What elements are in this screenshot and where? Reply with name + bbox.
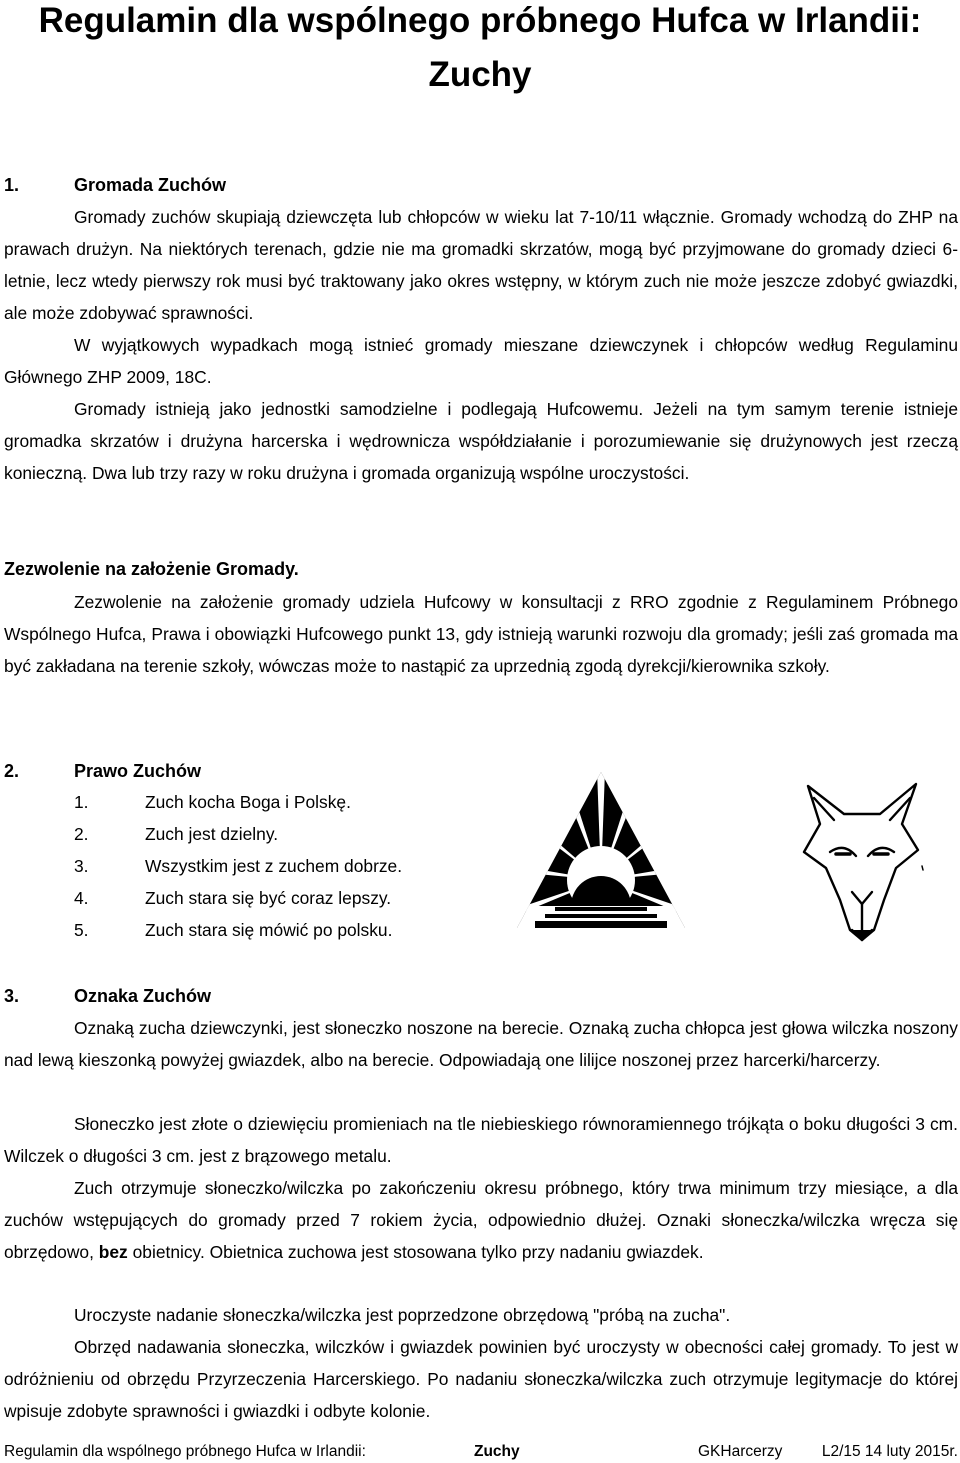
section3-heading-text: Oznaka Zuchów — [74, 986, 212, 1006]
section1-paragraph-1: Gromady zuchów skupiają dziewczęta lub chłopców w wieku lat 7-10/11 włącznie. Gromady wchodzą do ZHP na prawach drużyn. Na niektórych terenach, gdzie nie ma gromadki skrzatów, mogą być przyjmowane do gromady dzieci 6-letnie, lecz wtedy pierwszy rok musi być traktowany jako okres wstępny, w którym zuch nie może jeszcze zdobyć gwiazdki, ale może zdobywać sprawności. — [4, 207, 958, 323]
page-footer — [4, 1442, 958, 1462]
sun-triangle-emblem-icon — [515, 770, 687, 930]
section3-paragraph-3 — [4, 1172, 958, 1268]
section1-heading — [4, 174, 226, 196]
section1-number: 1. — [4, 175, 20, 195]
law-item-number: 5. — [74, 920, 89, 940]
footer-org: GKHarcerzy — [698, 1443, 783, 1460]
section2-heading — [4, 760, 201, 782]
section1-paragraph-3: Gromady istnieją jako jednostki samodzielne i podlegają Hufcowemu. Jeżeli na tym samym terenie istnieje gromadka skrzatów i drużyna harcerska i wędrownicza współdziałanie i porozumiewanie się drużynowych jest rzeczą konieczną. Dwa lub trzy razy w roku drużyna i gromada organizują wspólne uroczystości. — [4, 399, 958, 483]
section3-paragraph-1: Oznaką zucha dziewczynki, jest słoneczko noszone na berecie. Oznaką zucha chłopca jest głowa wilczka noszony nad lewą kieszonką powyżej gwiazdek, albo na berecie. Odpowiadają one lilijce noszonej przez harcerki/harcerzy. — [4, 1018, 958, 1070]
section1-heading-text: Gromada Zuchów — [74, 175, 227, 195]
permission-heading: Zezwolenie na założenie Gromady. — [4, 559, 299, 579]
document-title-line1: Regulamin dla wspólnego próbnego Hufca w Irlandii: — [38, 1, 922, 40]
section3-heading — [4, 985, 211, 1007]
law-item-number: 1. — [74, 792, 89, 812]
section1-paragraph-2: W wyjątkowych wypadkach mogą istnieć gromady mieszane dziewczynek i chłopców według Regulaminu Głównego ZHP 2009, 18C. — [4, 335, 958, 387]
law-item-text: Zuch jest dzielny. — [145, 824, 279, 844]
law-item-number: 2. — [74, 824, 89, 844]
law-item-text: Wszystkim jest z zuchem dobrze. — [145, 856, 403, 876]
section3-number: 3. — [4, 986, 20, 1006]
wolf-head-emblem-icon — [800, 780, 924, 944]
scout-law-list — [74, 786, 402, 946]
section3-paragraph-5: Obrzęd nadawania słoneczka, wilczków i gwiazdek powinien być uroczysty w obecności całej gromady. To jest w odróżnieniu od obrzędu Przyrzeczenia Harcerskiego. Po nadaniu słoneczka/wilczka zuch otrzymuje legitymacje do której wpisuje zdobyte sprawności i gwiazdki i odbyte kolonie. — [4, 1337, 958, 1421]
law-item-text: Zuch stara się mówić po polsku. — [145, 920, 393, 940]
law-item-text: Zuch kocha Boga i Polskę. — [145, 792, 351, 812]
footer-ref: L2/15 14 luty 2015r. — [821, 1443, 958, 1460]
section2-number: 2. — [4, 761, 20, 781]
permission-paragraph: Zezwolenie na założenie gromady udziela Hufcowy w konsultacji z RRO zgodnie z Regulaminem Próbnego Wspólnego Hufca, Prawa i obowiązki Hufcowego punkt 13, gdy istnieją warunki rozwoju dla gromady; jeśli zaś gromada ma być zakładana na terenie szkoły, wówczas może to nastąpić za uprzednią zgodą dyrekcji/kierownika szkoły. — [4, 592, 958, 676]
section3-p3-before: Zuch otrzymuje słoneczko/wilczka po zakończeniu okresu próbnego, który trwa minimum trzy miesiące, a dla zuchów wstępujących do gromady przed 7 rokiem życia, odpowiednio dłużej. Oznaki słoneczka/wilczka wręcza się obrzędowo, — [4, 1178, 958, 1262]
law-item — [74, 850, 402, 882]
law-item — [74, 914, 402, 946]
law-item-number: 3. — [74, 856, 89, 876]
law-item-text: Zuch stara się być coraz lepszy. — [145, 888, 392, 908]
law-item — [74, 818, 402, 850]
footer-doc-title: Regulamin dla wspólnego próbnego Hufca w Irlandii: — [4, 1443, 366, 1460]
section3-p3-bold: bez — [98, 1242, 128, 1262]
law-item-number: 4. — [74, 888, 89, 908]
section3-p3-after: obietnicy. Obietnica zuchowa jest stosowana tylko przy nadaniu gwiazdek. — [132, 1242, 704, 1262]
section2-heading-text: Prawo Zuchów — [74, 761, 202, 781]
footer-section: Zuchy — [474, 1443, 520, 1460]
document-title-line2: Zuchy — [428, 55, 532, 94]
section3-paragraph-4: Uroczyste nadanie słoneczka/wilczka jest poprzedzone obrzędową "próbą na zucha". — [74, 1305, 731, 1325]
law-item — [74, 786, 402, 818]
section3-paragraph-2: Słoneczko jest złote o dziewięciu promieniach na tle niebieskiego równoramiennego trójkąta o boku długości 3 cm. Wilczek o długości 3 cm. jest z brązowego metalu. — [4, 1114, 958, 1166]
law-item — [74, 882, 402, 914]
